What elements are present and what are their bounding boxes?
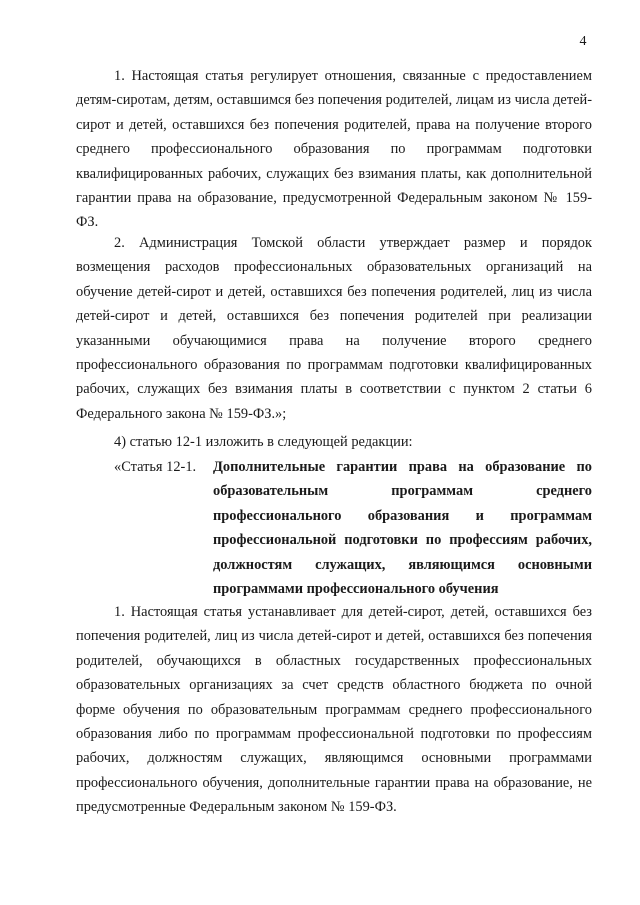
article-heading-prefix: «Статья 12-1.	[114, 459, 197, 475]
paragraph-article-2	[76, 231, 592, 426]
paragraph-article-1	[76, 64, 592, 235]
paragraph-text: 1. Настоящая статья устанавливает для детей-сирот, детей, оставшихся без попечения родителей, лиц из числа детей-сирот и детей, оставшихся без попечения родителей, обучающихся в областных государственных профессиональных образовательных организациях за счет средств областного бюджета по очной форме обучения по образовательным программам среднего профессионального образования либо по программам профессиональной подготовки по профессиям рабочих, должностям служащих, являющимся основными программами профессионального обучения, дополнительные гарантии права на образование, не предусмотренные Федеральным законом № 159-ФЗ.	[76, 604, 592, 816]
paragraph-amendment-item	[76, 430, 592, 454]
paragraph-text: 2. Администрация Томской области утверждает размер и порядок возмещения расходов профессиональных образовательных организаций на обучение детей-сирот и детей, оставшихся без попечения родителей, лиц из числа детей-сирот и детей, оставшихся без попечения родителей при реализации указанными обучающимися права на получение второго среднего профессионального образования по программам подготовки квалифицированных рабочих, служащих без взимания платы в соответствии с пунктом 2 статьи 6 Федерального закона № 159-ФЗ.»;	[76, 235, 592, 422]
page-number: 4	[579, 34, 587, 49]
paragraph-text: 4) статью 12-1 изложить в следующей редакции:	[114, 434, 413, 450]
article-heading-title: Дополнительные гарантии права на образование по образовательным программам среднего профессионального образования и программам профессиональной подготовки по профессиям рабочих, должностям служащих, являющимся основными программами профессионального обучения	[213, 459, 592, 598]
paragraph-article-12-1-part-1	[76, 600, 592, 820]
paragraph-text: 1. Настоящая статья регулирует отношения, связанные с предоставлением детям-сиротам, детям, оставшимся без попечения родителей, лицам из числа детей-сирот и детей, оставшихся без попечения родителей, права на получение второго среднего профессионального образования по программам подготовки квалифицированных рабочих, служащих без взимания платы, как дополнительной гарантии права на образование, предусмотренной Федеральным законом № 159-ФЗ.	[76, 68, 592, 231]
